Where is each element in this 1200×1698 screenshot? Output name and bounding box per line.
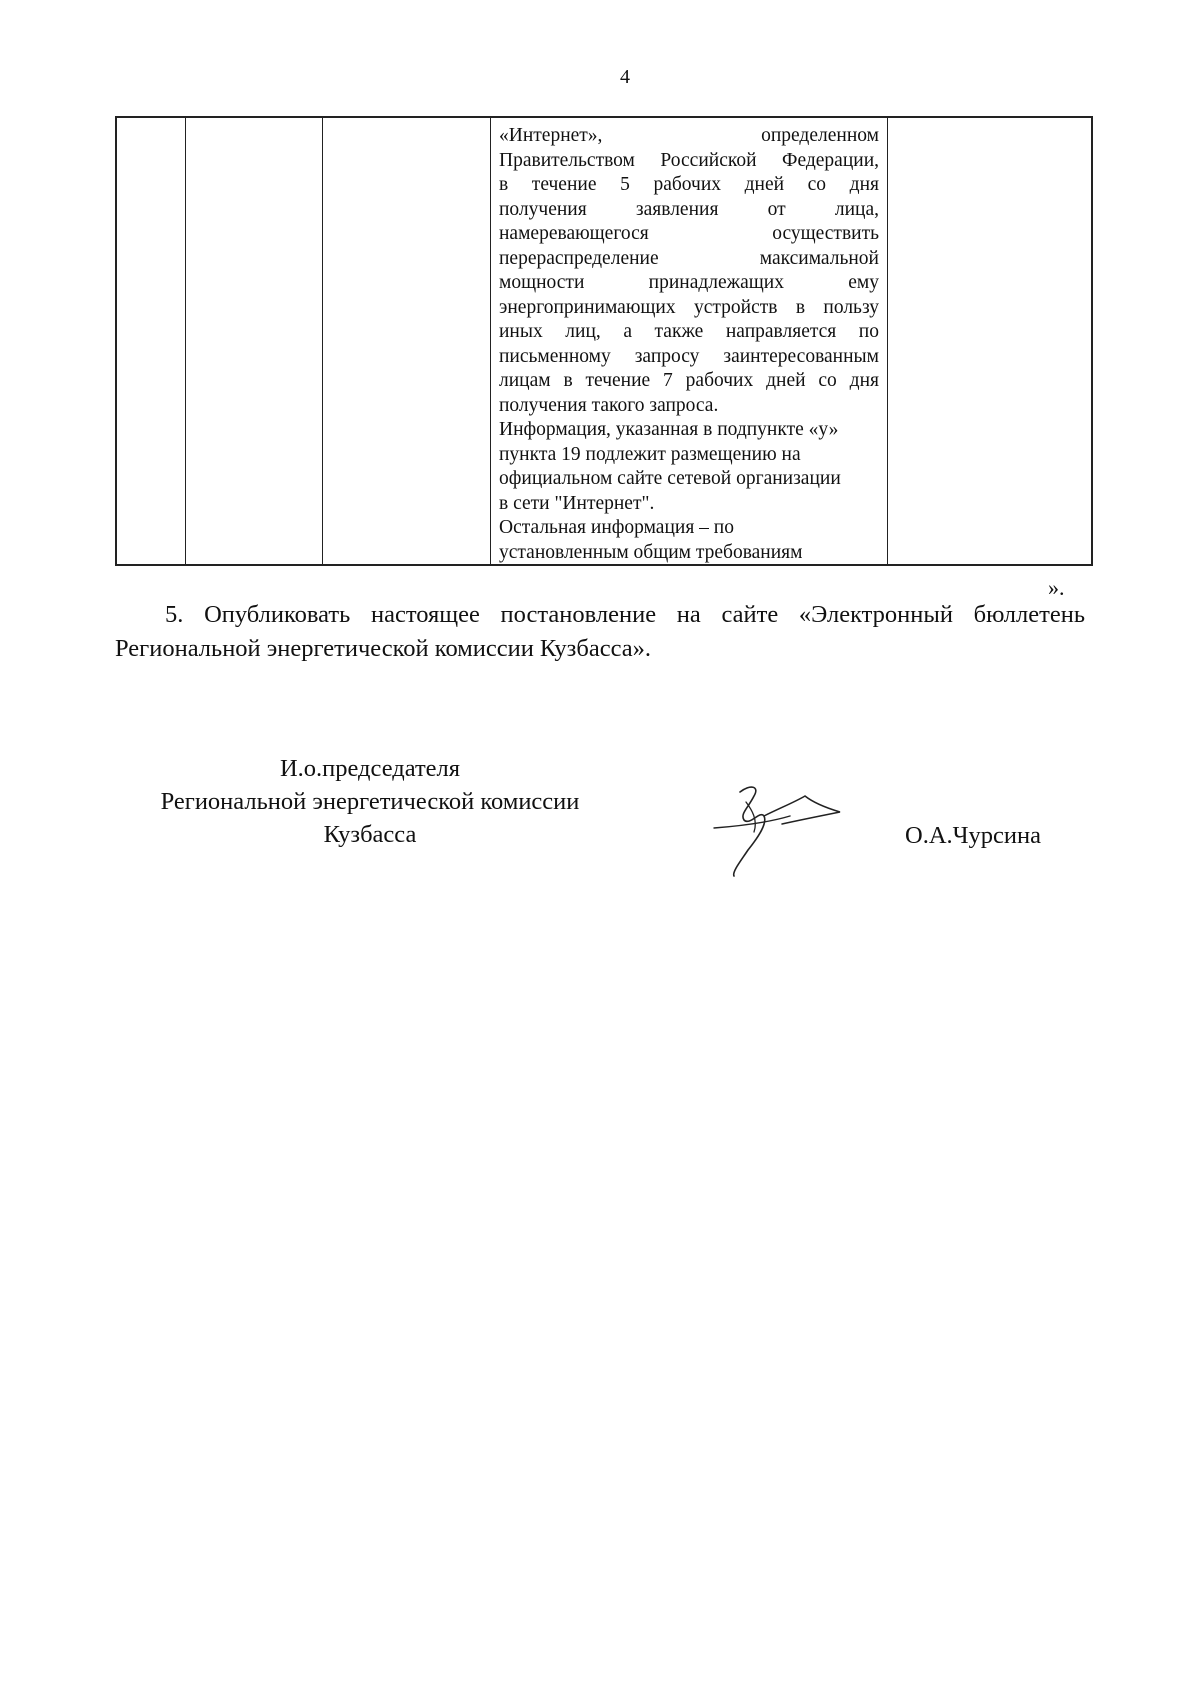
table-column-divider [322,118,323,564]
table-column-divider [185,118,186,564]
text-line: письменному запросу заинтересованным [499,345,879,367]
page-number: 4 [620,66,630,88]
text-line: «Интернет», определенном [499,125,879,146]
text-line: в течение 5 рабочих дней со дня [499,174,879,195]
text-line: лицам в течение 7 рабочих дней со дня [499,370,879,391]
text-line: пункта 19 подлежит размещению на [499,443,801,465]
text-line: намеревающегося осуществить [499,223,879,244]
table-column-divider [887,118,888,564]
text-line: официальном сайте сетевой организации [499,468,841,489]
text-line: мощности принадлежащих ему [499,272,879,293]
signatory-title-line: И.о.председателя [279,755,461,782]
cell-paragraph-deadline [499,124,879,418]
signatory-title-line: Кузбасса [323,821,417,848]
paragraph-publish: 5. Опубликовать настоящее постановление на сайте «Электронный бюллетень Региональной энергетической комиссии Кузбасса». [115,601,1085,662]
text-line: получения заявления от лица, [499,198,879,220]
text-line: иных лиц, а также направляется по [499,321,879,342]
closing-quote: ». [1048,575,1065,600]
text-line: Остальная информация – по [499,517,734,538]
signatory-title-line: Региональной энергетической комиссии [160,788,580,815]
continuation-table [115,116,1093,566]
cell-paragraph-info [499,418,879,516]
text-line: перераспределение максимальной [499,247,879,269]
signatory-title [120,752,620,851]
table-column-divider [490,118,491,564]
text-line: Информация, указанная в подпункте «у» [499,419,839,440]
text-line: получения такого запроса. [499,394,719,416]
text-line: в сети "Интернет". [499,492,655,514]
text-line: установленным общим требованиям [499,541,803,563]
handwritten-signature [710,780,845,880]
table-cell-requirements [499,124,879,565]
text-line: энергопринимающих устройств в пользу [499,296,879,318]
text-line: Правительством Российской Федерации, [499,149,879,171]
cell-paragraph-rest [499,516,879,565]
signatory-name: О.А.Чурсина [905,822,1042,849]
